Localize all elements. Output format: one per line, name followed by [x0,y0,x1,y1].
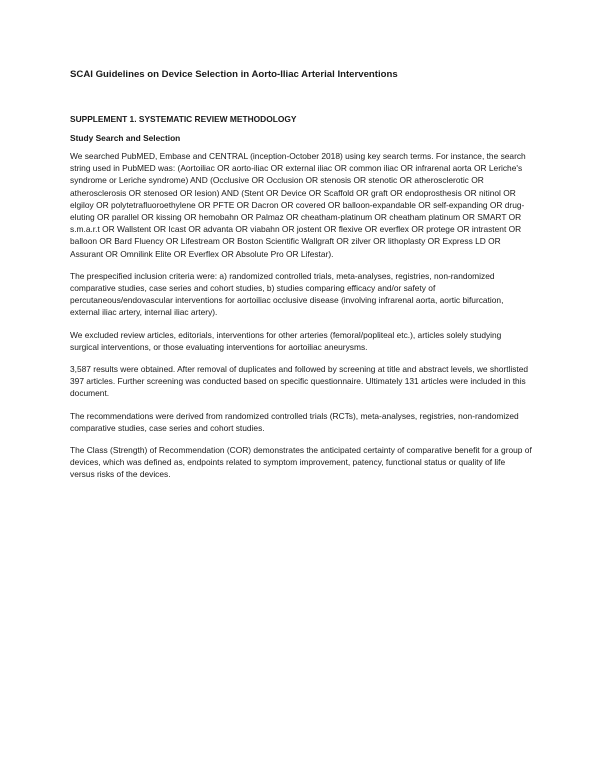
paragraph-search-strategy: We searched PubMED, Embase and CENTRAL (inception-October 2018) using key search terms. For instance, the search string used in PubMED was: (Aortoiliac OR aorto-iliac OR external iliac OR common iliac OR infrarenal aorta OR Leriche's syndrome or Leriche syndrome) AND (Occlusive OR Occlusion OR stenosis OR stenotic OR atherosclerotic OR atherosclerosis OR stenosed OR lesion) AND (Stent OR Device OR Scaffold OR graft OR endoprosthesis OR nitinol OR elgiloy OR polytetrafluoroethylene OR PFTE OR Dacron OR covered OR balloon-expandable OR self-expanding OR drug-eluting OR parallel OR kissing OR hemobahn OR Palmaz OR cheatham-platinum OR cheatham platinum OR SMART OR s.m.a.r.t OR Wallstent OR Icast OR advanta OR viabahn OR jostent OR flexive OR everflex OR protege OR intrastent OR balloon OR Bard Fluency OR Lifestream OR Boston Scientific Wallgraft OR zilver OR lithoplasty OR Express LD OR Assurant OR Omnilink Elite OR Everflex OR Absolute Pro OR Lifestar). [70,151,526,259]
document-page [70,68,532,491]
paragraph-exclusion-criteria: We excluded review articles, editorials, interventions for other arteries (femoral/popliteal etc.), articles solely studying surgical interventions, or those evaluating interventions for aortoiliac aneurysms. [70,329,502,352]
paragraph-inclusion-criteria: The prespecified inclusion criteria were: a) randomized controlled trials, meta-analyses, registries, non-randomized comparative studies, case series and cohort studies, b) studies comparing efficacy and/or safety of percutaneous/endovascular interventions for aortoiliac occlusive disease (involving infrarenal aorta, aortic bifurcation, external iliac artery, internal iliac artery). [70,270,504,318]
section-heading: Study Search and Selection [70,133,181,143]
supplement-heading: SUPPLEMENT 1. SYSTEMATIC REVIEW METHODOLOGY [70,114,297,124]
paragraph-class-of-recommendation: The Class (Strength) of Recommendation (COR) demonstrates the anticipated certainty of comparative benefit for a group of devices, which was defined as, endpoints related to symptom improvement, patency, functional status or quality of life versus risks of the devices. [70,445,532,480]
paragraph-recommendation-sources: The recommendations were derived from randomized controlled trials (RCTs), meta-analyses, registries, non-randomized comparative studies, case series and cohort studies. [70,410,519,433]
document-title: SCAI Guidelines on Device Selection in Aorto-Iliac Arterial Interventions [70,69,398,80]
paragraph-results: 3,587 results were obtained. After removal of duplicates and followed by screening at title and abstract levels, we shortlisted 397 articles. Further screening was conducted based on specific questionnaire. Ultimately 131 articles were included in this document. [70,364,529,399]
